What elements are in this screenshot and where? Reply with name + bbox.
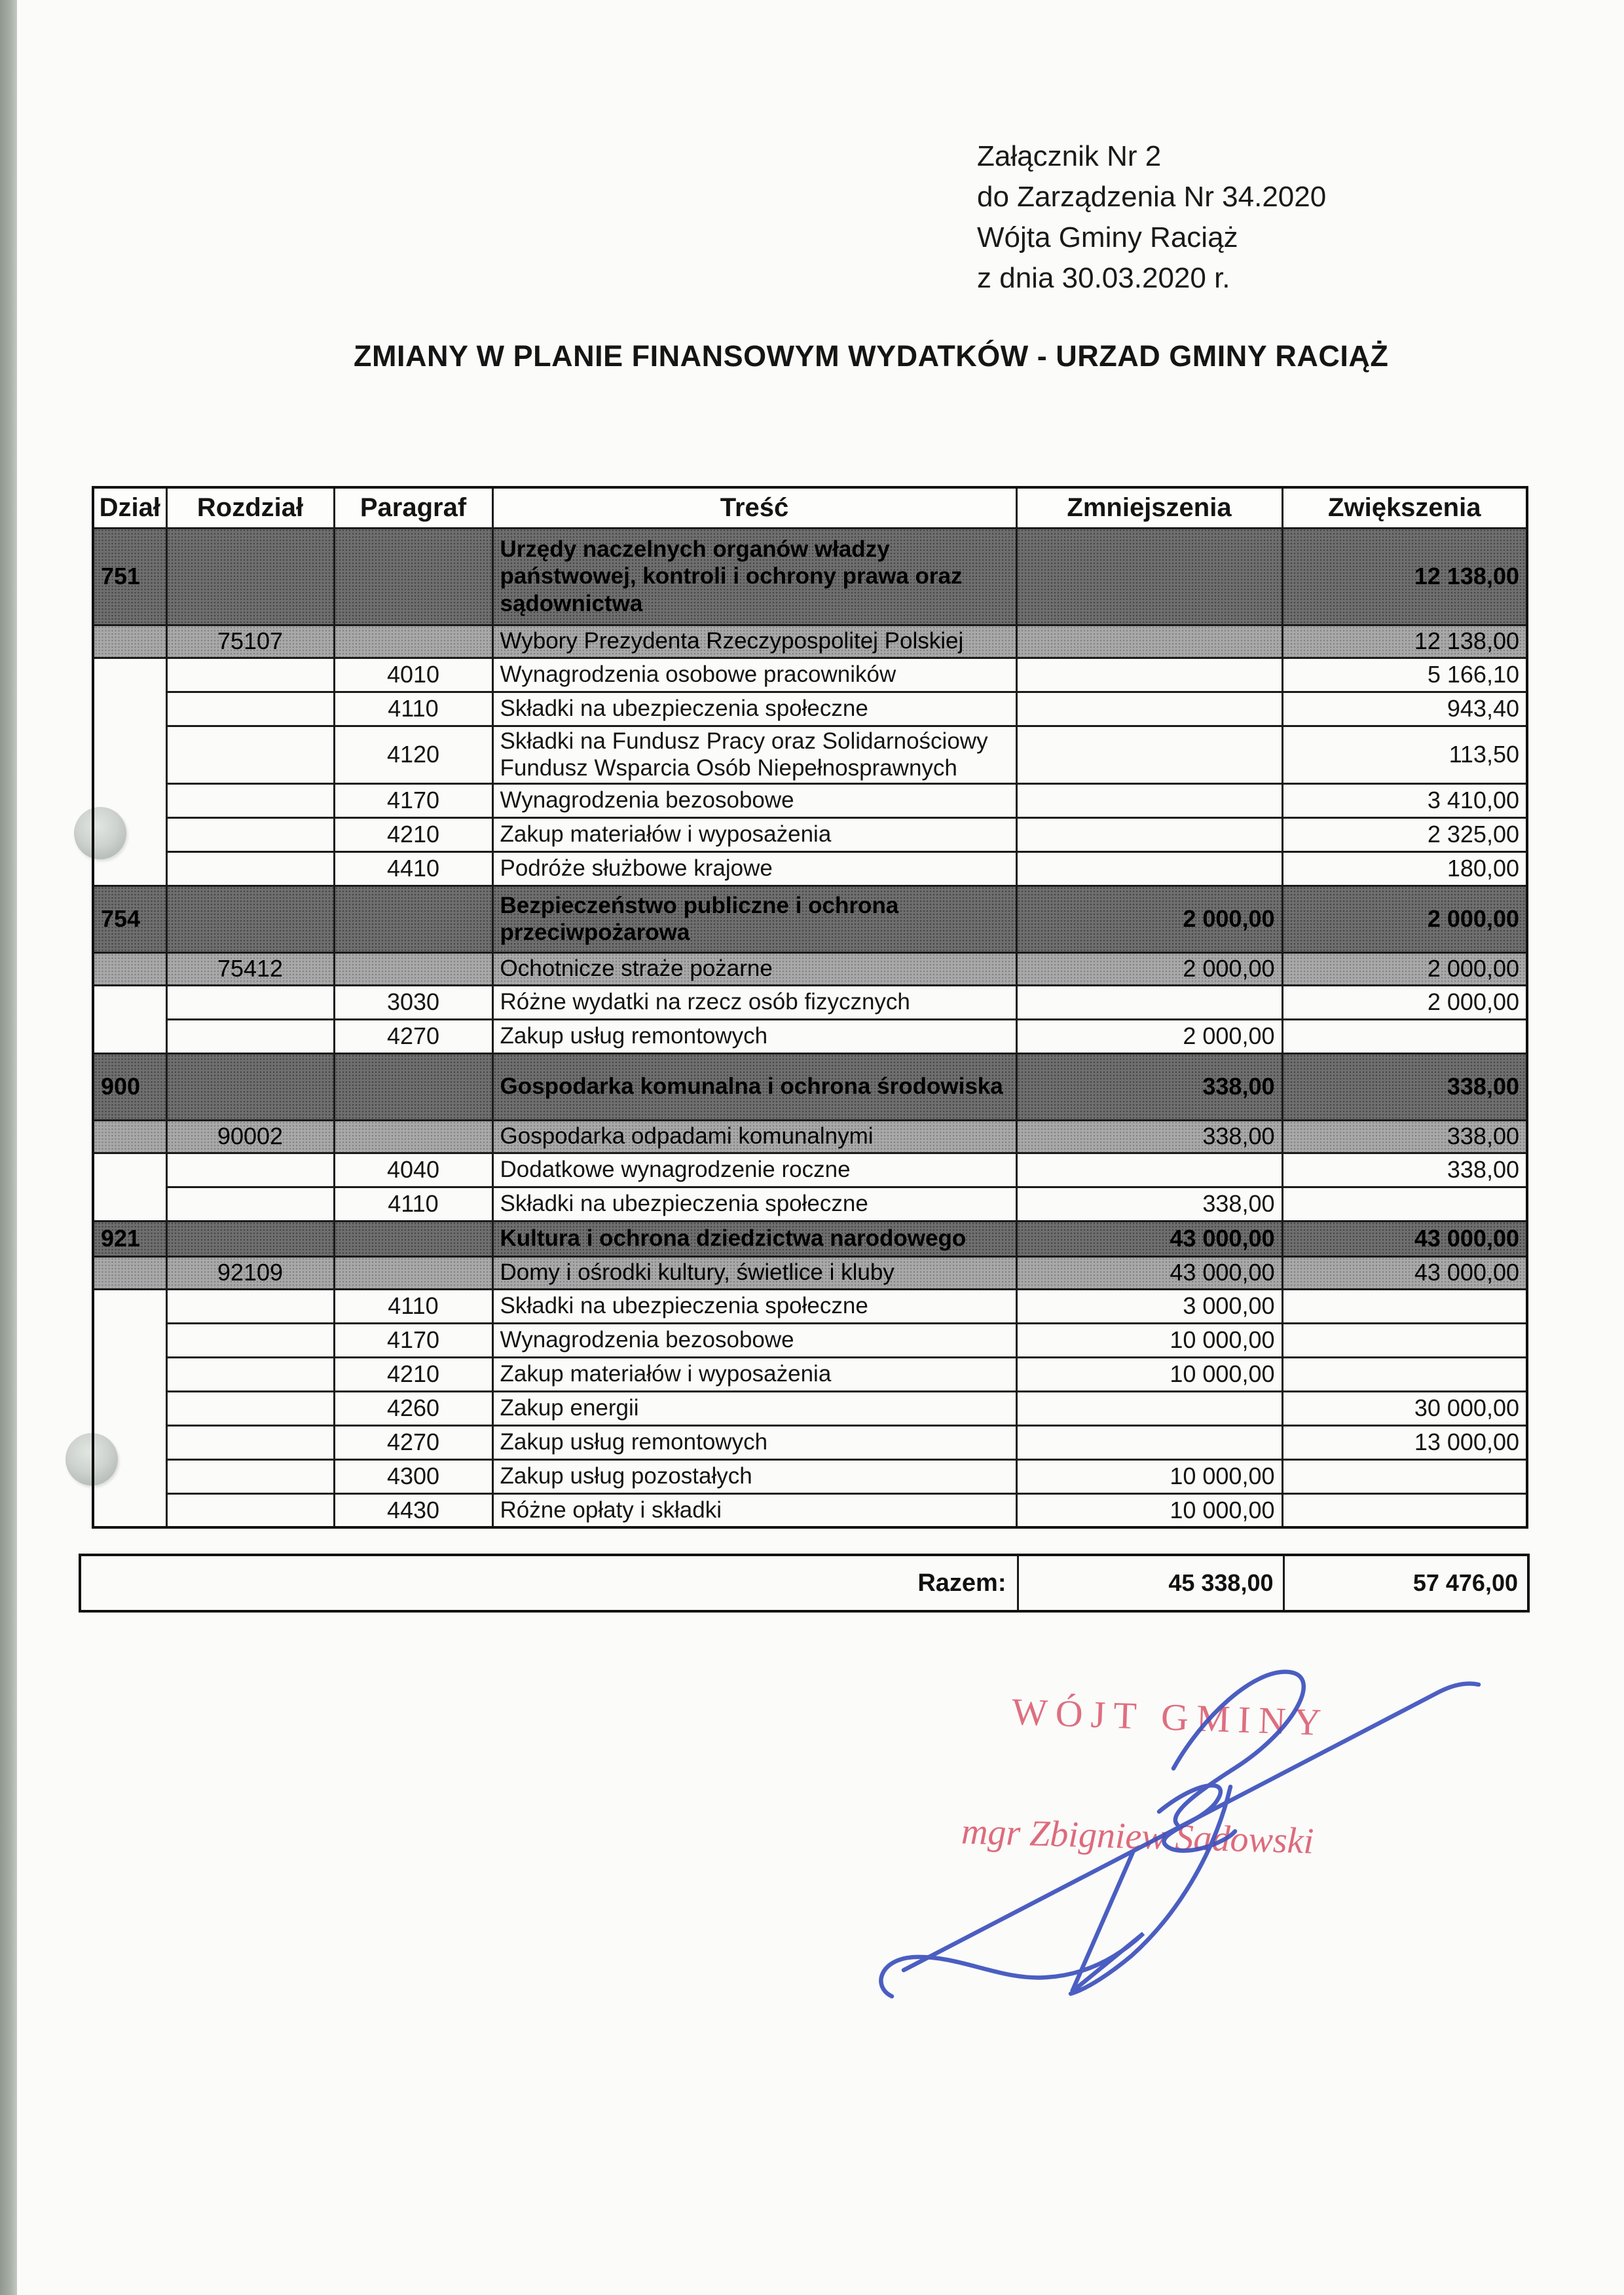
cell-zmniejszenia: 2 000,00: [1016, 886, 1282, 952]
cell-zmniejszenia: [1016, 625, 1282, 658]
document-title: ZMIANY W PLANIE FINANSOWYM WYDATKÓW - URZAD GMINY RACIĄŻ: [354, 339, 1389, 373]
cell-paragraf: 4170: [334, 1323, 492, 1357]
cell-zmniejszenia: 3 000,00: [1016, 1289, 1282, 1323]
cell-tresc: Składki na ubezpieczenia społeczne: [492, 1187, 1016, 1221]
cell-dzial: [93, 1425, 166, 1459]
cell-paragraf: [334, 1053, 492, 1120]
cell-tresc: Składki na Fundusz Pracy oraz Solidarnościowy Fundusz Wsparcia Osób Niepełnosprawnych: [492, 726, 1016, 783]
cell-tresc: Zakup usług remontowych: [492, 1425, 1016, 1459]
cell-paragraf: [334, 528, 492, 625]
cell-zwiekszenia: 2 000,00: [1282, 952, 1527, 985]
cell-zwiekszenia: 12 138,00: [1282, 625, 1527, 658]
table-row: [93, 985, 1527, 1019]
cell-rozdzial: [166, 1053, 334, 1120]
table-row: [93, 1153, 1527, 1187]
cell-dzial: [93, 1493, 166, 1527]
table-row: [93, 625, 1527, 658]
cell-dzial: [93, 1120, 166, 1153]
cell-zwiekszenia: [1282, 1323, 1527, 1357]
cell-zmniejszenia: [1016, 985, 1282, 1019]
table-row: [93, 1493, 1527, 1527]
cell-rozdzial: [166, 985, 334, 1019]
cell-dzial: [93, 1256, 166, 1289]
cell-zwiekszenia: [1282, 1493, 1527, 1527]
table-row: [93, 1357, 1527, 1391]
cell-paragraf: 4270: [334, 1019, 492, 1053]
cell-zwiekszenia: 2 325,00: [1282, 817, 1527, 851]
cell-dzial: [93, 692, 166, 726]
cell-paragraf: [334, 625, 492, 658]
total-row: [80, 1555, 1528, 1611]
cell-tresc: Zakup usług pozostałych: [492, 1459, 1016, 1493]
cell-tresc: Różne opłaty i składki: [492, 1493, 1016, 1527]
cell-zmniejszenia: 338,00: [1016, 1187, 1282, 1221]
cell-zwiekszenia: 43 000,00: [1282, 1256, 1527, 1289]
cell-tresc: Różne wydatki na rzecz osób fizycznych: [492, 985, 1016, 1019]
cell-tresc: Urzędy naczelnych organów władzy państwowej, kontroli i ochrony prawa oraz sądownictwa: [492, 528, 1016, 625]
cell-zwiekszenia: 338,00: [1282, 1120, 1527, 1153]
cell-zwiekszenia: 180,00: [1282, 851, 1527, 886]
cell-dzial: [93, 985, 166, 1019]
cell-dzial: [93, 1391, 166, 1425]
cell-zwiekszenia: 43 000,00: [1282, 1221, 1527, 1256]
cell-rozdzial: [166, 692, 334, 726]
cell-paragraf: [334, 1120, 492, 1153]
cell-rozdzial: [166, 1153, 334, 1187]
cell-tresc: Zakup materiałów i wyposażenia: [492, 1357, 1016, 1391]
total-label: Razem:: [80, 1555, 1018, 1611]
cell-paragraf: 4300: [334, 1459, 492, 1493]
attachment-note: [977, 136, 1326, 299]
column-header-zmniejszenia: Zmniejszenia: [1016, 487, 1282, 528]
cell-zwiekszenia: 338,00: [1282, 1153, 1527, 1187]
cell-paragraf: 4410: [334, 851, 492, 886]
cell-zmniejszenia: 338,00: [1016, 1053, 1282, 1120]
cell-tresc: Składki na ubezpieczenia społeczne: [492, 692, 1016, 726]
cell-rozdzial: [166, 528, 334, 625]
cell-dzial: [93, 1357, 166, 1391]
cell-dzial: [93, 1187, 166, 1221]
cell-paragraf: 3030: [334, 985, 492, 1019]
cell-zwiekszenia: 943,40: [1282, 692, 1527, 726]
cell-rozdzial: [166, 1357, 334, 1391]
cell-paragraf: 4170: [334, 783, 492, 817]
scan-edge: [0, 0, 17, 2295]
cell-zwiekszenia: [1282, 1187, 1527, 1221]
attachment-line: Wójta Gminy Raciąż: [977, 221, 1238, 253]
cell-dzial: 751: [93, 528, 166, 625]
cell-zwiekszenia: [1282, 1289, 1527, 1323]
cell-zwiekszenia: [1282, 1019, 1527, 1053]
cell-dzial: [93, 658, 166, 692]
cell-dzial: [93, 726, 166, 783]
cell-paragraf: [334, 1221, 492, 1256]
cell-dzial: [93, 1153, 166, 1187]
table-row: [93, 658, 1527, 692]
table-row: [93, 817, 1527, 851]
cell-tresc: Wynagrodzenia bezosobowe: [492, 1323, 1016, 1357]
cell-dzial: 900: [93, 1053, 166, 1120]
total-table: [79, 1554, 1530, 1613]
cell-rozdzial: [166, 1391, 334, 1425]
cell-tresc: Wynagrodzenia osobowe pracowników: [492, 658, 1016, 692]
table-row: [93, 1289, 1527, 1323]
table-row: [93, 1187, 1527, 1221]
cell-zmniejszenia: 10 000,00: [1016, 1323, 1282, 1357]
column-header-tresc: Treść: [492, 487, 1016, 528]
total-row-container: [79, 1554, 1530, 1613]
cell-tresc: Zakup energii: [492, 1391, 1016, 1425]
cell-tresc: Bezpieczeństwo publiczne i ochrona przeciwpożarowa: [492, 886, 1016, 952]
cell-tresc: Składki na ubezpieczenia społeczne: [492, 1289, 1016, 1323]
cell-zwiekszenia: 5 166,10: [1282, 658, 1527, 692]
cell-paragraf: [334, 1256, 492, 1289]
cell-rozdzial: [166, 783, 334, 817]
cell-zwiekszenia: 338,00: [1282, 1053, 1527, 1120]
column-header-paragraf: Paragraf: [334, 487, 492, 528]
cell-dzial: 754: [93, 886, 166, 952]
cell-dzial: [93, 1019, 166, 1053]
cell-tresc: Kultura i ochrona dziedzictwa narodowego: [492, 1221, 1016, 1256]
cell-zwiekszenia: 2 000,00: [1282, 985, 1527, 1019]
cell-tresc: Wybory Prezydenta Rzeczypospolitej Polskiej: [492, 625, 1016, 658]
cell-zmniejszenia: 43 000,00: [1016, 1221, 1282, 1256]
total-zwiekszenia: 57 476,00: [1283, 1555, 1528, 1611]
cell-tresc: Dodatkowe wynagrodzenie roczne: [492, 1153, 1016, 1187]
cell-tresc: Podróże służbowe krajowe: [492, 851, 1016, 886]
cell-paragraf: 4260: [334, 1391, 492, 1425]
table-row: [93, 1053, 1527, 1120]
cell-rozdzial: [166, 726, 334, 783]
table-row: [93, 692, 1527, 726]
cell-zmniejszenia: [1016, 1153, 1282, 1187]
cell-rozdzial: 90002: [166, 1120, 334, 1153]
column-header-zwiekszenia: Zwiększenia: [1282, 487, 1527, 528]
cell-zmniejszenia: 10 000,00: [1016, 1357, 1282, 1391]
cell-paragraf: 4110: [334, 1289, 492, 1323]
cell-zmniejszenia: [1016, 783, 1282, 817]
cell-tresc: Zakup materiałów i wyposażenia: [492, 817, 1016, 851]
cell-rozdzial: [166, 1221, 334, 1256]
cell-paragraf: [334, 952, 492, 985]
table-row: [93, 1120, 1527, 1153]
cell-paragraf: 4010: [334, 658, 492, 692]
cell-tresc: Ochotnicze straże pożarne: [492, 952, 1016, 985]
cell-rozdzial: [166, 1425, 334, 1459]
cell-paragraf: 4430: [334, 1493, 492, 1527]
cell-zwiekszenia: 30 000,00: [1282, 1391, 1527, 1425]
stamp-name: mgr Zbigniew Sadowski: [961, 1811, 1315, 1862]
cell-dzial: [93, 783, 166, 817]
total-zmniejszenia: 45 338,00: [1018, 1555, 1283, 1611]
cell-zmniejszenia: [1016, 692, 1282, 726]
cell-paragraf: 4040: [334, 1153, 492, 1187]
cell-rozdzial: [166, 817, 334, 851]
cell-tresc: Gospodarka komunalna i ochrona środowiska: [492, 1053, 1016, 1120]
column-header-rozdzial: Rozdział: [166, 487, 334, 528]
table-row: [93, 1459, 1527, 1493]
cell-dzial: [93, 625, 166, 658]
cell-tresc: Gospodarka odpadami komunalnymi: [492, 1120, 1016, 1153]
table-row: [93, 851, 1527, 886]
cell-rozdzial: [166, 658, 334, 692]
cell-zmniejszenia: [1016, 1391, 1282, 1425]
cell-paragraf: 4210: [334, 817, 492, 851]
cell-paragraf: 4110: [334, 692, 492, 726]
budget-table-container: [92, 486, 1528, 1529]
cell-dzial: [93, 851, 166, 886]
table-row: [93, 1256, 1527, 1289]
cell-zmniejszenia: 10 000,00: [1016, 1459, 1282, 1493]
cell-zmniejszenia: 43 000,00: [1016, 1256, 1282, 1289]
table-row: [93, 783, 1527, 817]
cell-zwiekszenia: 113,50: [1282, 726, 1527, 783]
cell-rozdzial: [166, 886, 334, 952]
cell-rozdzial: [166, 1323, 334, 1357]
cell-zwiekszenia: 2 000,00: [1282, 886, 1527, 952]
cell-zmniejszenia: [1016, 851, 1282, 886]
table-row: [93, 952, 1527, 985]
table-row: [93, 1391, 1527, 1425]
cell-dzial: [93, 1323, 166, 1357]
cell-dzial: [93, 1289, 166, 1323]
cell-zwiekszenia: [1282, 1357, 1527, 1391]
cell-rozdzial: [166, 1019, 334, 1053]
table-row: [93, 1019, 1527, 1053]
cell-zmniejszenia: 10 000,00: [1016, 1493, 1282, 1527]
table-row: [93, 886, 1527, 952]
cell-zmniejszenia: [1016, 1425, 1282, 1459]
cell-tresc: Wynagrodzenia bezosobowe: [492, 783, 1016, 817]
cell-paragraf: 4210: [334, 1357, 492, 1391]
table-row: [93, 528, 1527, 625]
cell-dzial: 921: [93, 1221, 166, 1256]
cell-dzial: [93, 817, 166, 851]
cell-zwiekszenia: 12 138,00: [1282, 528, 1527, 625]
attachment-line: Załącznik Nr 2: [977, 140, 1162, 172]
cell-rozdzial: [166, 1459, 334, 1493]
cell-zmniejszenia: 338,00: [1016, 1120, 1282, 1153]
attachment-line: do Zarządzenia Nr 34.2020: [977, 181, 1327, 213]
cell-paragraf: 4270: [334, 1425, 492, 1459]
cell-rozdzial: [166, 1289, 334, 1323]
cell-dzial: [93, 952, 166, 985]
cell-rozdzial: 75412: [166, 952, 334, 985]
table-header-row: [93, 487, 1527, 528]
cell-rozdzial: [166, 1493, 334, 1527]
cell-zwiekszenia: [1282, 1459, 1527, 1493]
budget-table: [92, 486, 1528, 1529]
table-row: [93, 1221, 1527, 1256]
cell-rozdzial: 92109: [166, 1256, 334, 1289]
cell-paragraf: 4120: [334, 726, 492, 783]
cell-zmniejszenia: 2 000,00: [1016, 1019, 1282, 1053]
table-row: [93, 1425, 1527, 1459]
cell-tresc: Domy i ośrodki kultury, świetlice i kluby: [492, 1256, 1016, 1289]
column-header-dzial: Dział: [93, 487, 166, 528]
table-row: [93, 726, 1527, 783]
cell-zmniejszenia: 2 000,00: [1016, 952, 1282, 985]
cell-rozdzial: 75107: [166, 625, 334, 658]
cell-zwiekszenia: 13 000,00: [1282, 1425, 1527, 1459]
cell-zmniejszenia: [1016, 726, 1282, 783]
cell-paragraf: [334, 886, 492, 952]
cell-zwiekszenia: 3 410,00: [1282, 783, 1527, 817]
table-row: [93, 1323, 1527, 1357]
cell-dzial: [93, 1459, 166, 1493]
cell-rozdzial: [166, 851, 334, 886]
cell-rozdzial: [166, 1187, 334, 1221]
cell-zmniejszenia: [1016, 528, 1282, 625]
cell-tresc: Zakup usług remontowych: [492, 1019, 1016, 1053]
cell-paragraf: 4110: [334, 1187, 492, 1221]
cell-zmniejszenia: [1016, 658, 1282, 692]
cell-zmniejszenia: [1016, 817, 1282, 851]
attachment-line: z dnia 30.03.2020 r.: [977, 262, 1230, 294]
stamp-title: WÓJT GMINY: [1011, 1690, 1330, 1744]
